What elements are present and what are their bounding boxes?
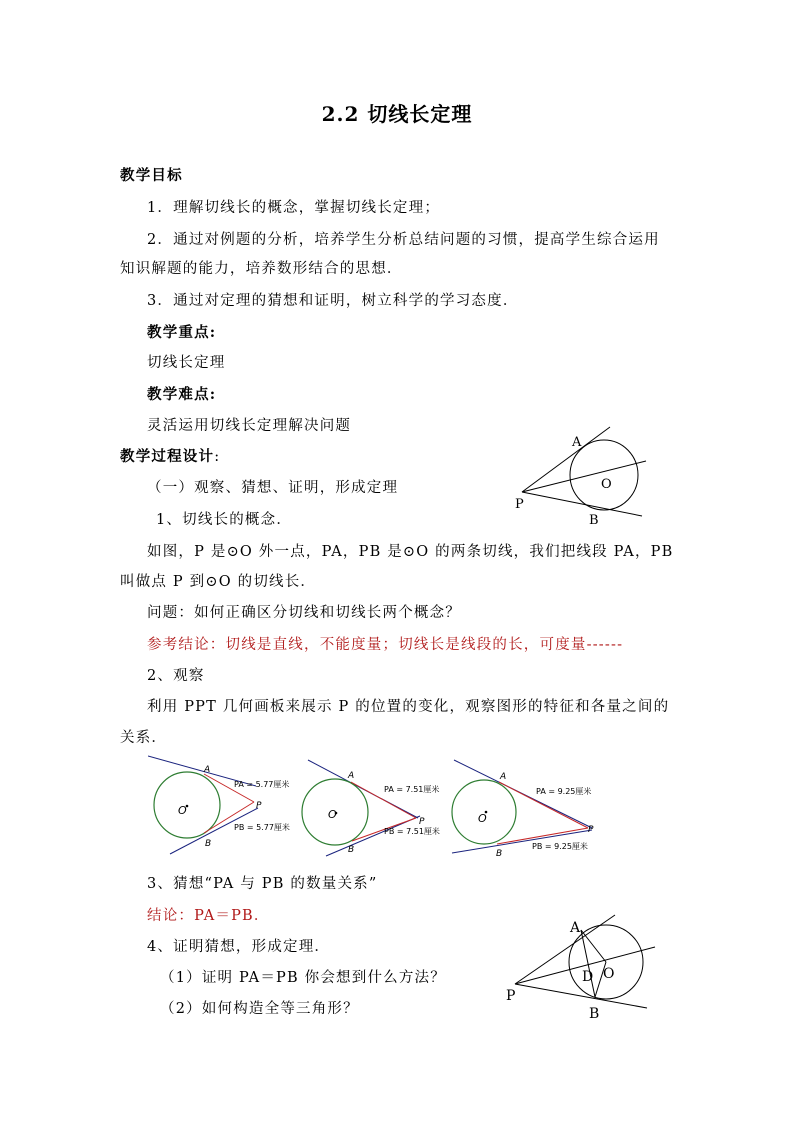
figure-observation-panels [148, 752, 608, 862]
observe-line-2: 关系． [120, 730, 168, 746]
label-p: P [506, 988, 516, 1004]
goal-3: 3．通过对定理的猜想和证明，树立科学的学习态度． [147, 293, 519, 309]
panel-2 [302, 760, 440, 856]
process-heading [120, 445, 220, 466]
tangent-line-pb [515, 984, 647, 1008]
item-2: 2、观察 [147, 668, 205, 684]
key-points-text: 切线长定理 [147, 355, 226, 371]
measure-pa: PA = 9.25厘米 [536, 787, 592, 796]
label-a: A [572, 435, 582, 450]
figure-tangent-lengths [510, 425, 660, 530]
label-o: O [478, 812, 487, 825]
label-p: P [419, 817, 425, 827]
label-d: D [582, 969, 594, 985]
definition-line-2: 叫做点 P 到⊙O 的切线长． [120, 574, 317, 590]
process-heading-text: 教学过程设计 [120, 448, 215, 465]
goal-1: 1．理解切线长的概念，掌握切线长定理； [147, 200, 441, 216]
question: 问题：如何正确区分切线和切线长两个概念？ [147, 605, 461, 621]
item-3: 3、猜想“PA 与 PB 的数量关系” [147, 876, 378, 892]
label-o: O [601, 477, 612, 492]
question-2: （2）如何构造全等三角形？ [160, 1001, 359, 1017]
measure-pb: PB = 9.25厘米 [532, 842, 588, 851]
label-p: P [515, 497, 524, 512]
difficulty-text: 灵活运用切线长定理解决问题 [147, 418, 352, 434]
measure-pa: PA = 5.77厘米 [234, 780, 290, 789]
reference-conclusion: 参考结论：切线是直线，不能度量；切线长是线段的长，可度量------ [147, 637, 624, 653]
page-title: 2.2 切线长定理 [321, 102, 473, 126]
tangent-line-pa [515, 915, 615, 984]
item-4: 4、证明猜想，形成定理． [147, 939, 331, 955]
label-a: A [348, 771, 355, 781]
goals-heading: 教学目标 [120, 167, 183, 184]
label-p: P [256, 801, 262, 811]
label-a: A [204, 765, 211, 775]
label-o: O [178, 804, 187, 817]
label-b: B [589, 513, 599, 528]
definition-line-1: 如图，P 是⊙O 外一点，PA，PB 是⊙O 的两条切线，我们把线段 PA，PB [147, 544, 674, 560]
question-1: （1）证明 PA＝PB 你会想到什么方法？ [160, 970, 446, 986]
figure-proof-sketch [505, 912, 665, 1024]
part-1-heading: （一）观察、猜想、证明，形成定理 [147, 480, 399, 496]
label-a: A [570, 920, 581, 936]
tangent-line-pb [522, 492, 642, 516]
measure-pa: PA = 7.51厘米 [384, 785, 440, 794]
process-heading-colon: : [214, 449, 221, 465]
panel-1 [148, 756, 290, 854]
panel-3 [452, 760, 594, 859]
label-o: O [603, 966, 615, 982]
observe-line-1: 利用 PPT 几何画板来展示 P 的位置的变化，观察图形的特征和各量之间的 [147, 699, 670, 715]
difficulty-heading: 教学难点: [147, 386, 217, 403]
goal-2-line-1: 2．通过对例题的分析，培养学生分析总结问题的习惯，提高学生综合运用 [147, 232, 660, 248]
conclusion: 结论：PA＝PB． [147, 908, 270, 924]
circle-o [570, 440, 638, 510]
key-points-heading: 教学重点: [147, 324, 217, 341]
measure-pb: PB = 7.51厘米 [384, 827, 440, 836]
measure-pb: PB = 5.77厘米 [234, 823, 290, 832]
label-a: A [500, 772, 507, 782]
label-b: B [348, 845, 355, 855]
label-o: O [328, 808, 337, 821]
label-b: B [205, 839, 212, 849]
item-1: 1、切线长的概念． [156, 512, 293, 528]
goal-2-line-2: 知识解题的能力，培养数形结合的思想． [120, 261, 403, 277]
label-p: P [588, 825, 594, 835]
label-b: B [496, 849, 503, 859]
label-b: B [589, 1006, 600, 1022]
line-po [522, 461, 646, 492]
tangent-line-pa [522, 427, 610, 492]
